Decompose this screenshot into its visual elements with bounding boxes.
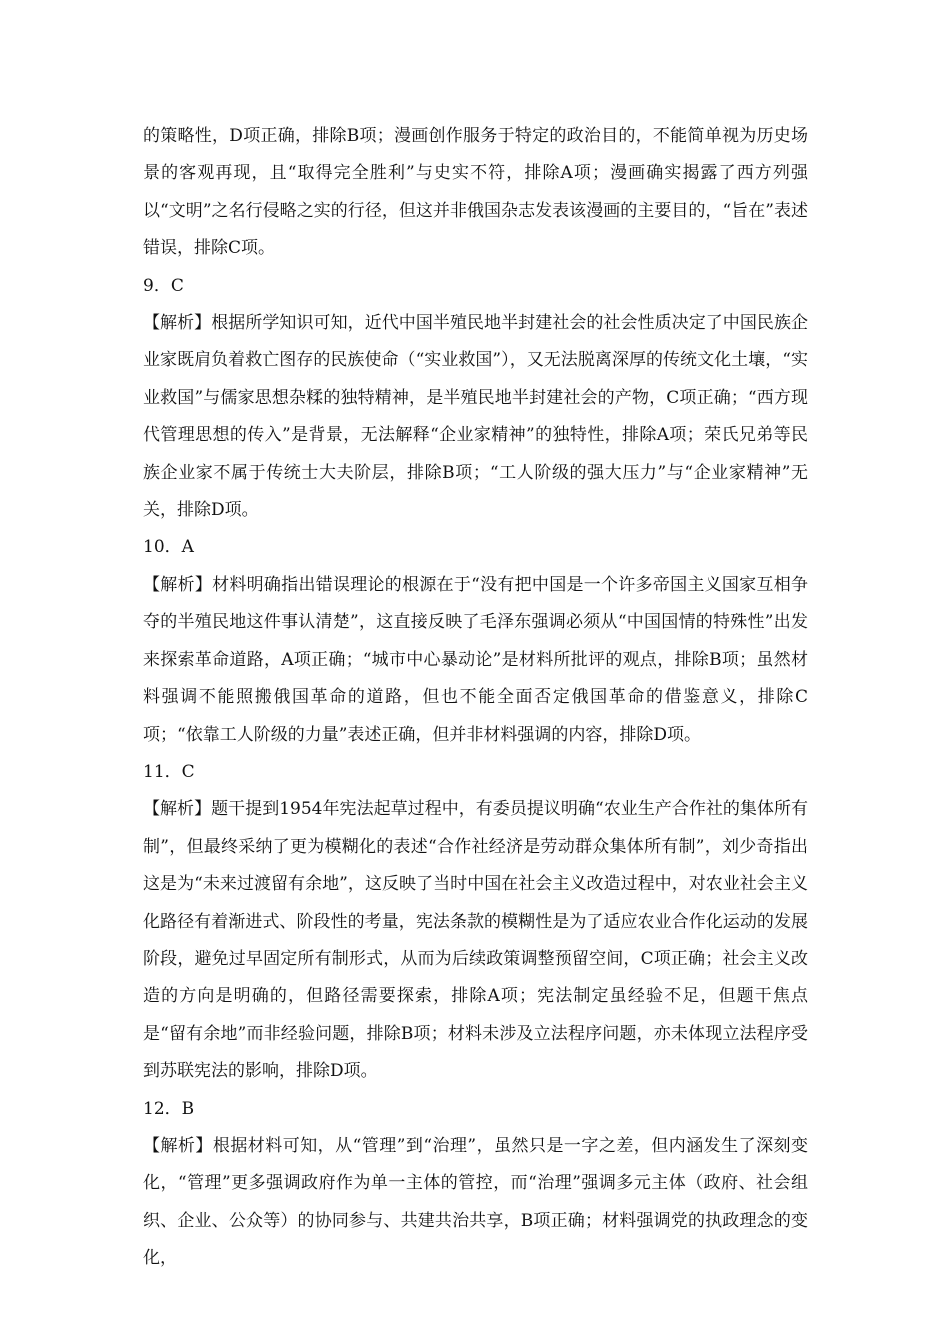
analysis-text: 题干提到1954年宪法起草过程中，有委员提议明确“农业生产合作社的集体所有制”，但最终采纳了更为模糊化的表述“合作社经济是劳动群众集体所有制”，刘少奇指出这是为“未来过渡留有余地”，这反映了当时中国在社会主义改造过程中，对农业社会主义化路径有着渐进式、阶段性的考量，宪法条款的模糊性是为了适应农业合作化运动的发展阶段，避免过早固定所有制形式，从而为后续政策调整预留空间，C项正确；社会主义改造的方向是明确的，但路径需要探索，排除A项；宪法制定虽经验不足，但题干焦点是“留有余地”而非经验问题，排除B项；材料未涉及立法程序问题，亦未体现立法程序受到苏联宪法的影响，排除D项。 [143,799,809,1082]
answer-11: 11．C [143,761,195,782]
analysis-text: 材料明确指出错误理论的根源在于“没有把中国是一个许多帝国主义国家互相争夺的半殖民地这件事认清楚”，这直接反映了毛泽东强调必须从“中国国情的特殊性”出发来探索革命道路，A项正确；“城市中心暴动论”是材料所批评的观点，排除B项；虽然材料强调不能照搬俄国革命的道路，但也不能全面否定俄国革命的借鉴意义，排除C项；“依靠工人阶级的力量”表述正确，但并非材料强调的内容，排除D项。 [143,574,808,745]
analysis-text: 根据所学知识可知，近代中国半殖民地半封建社会的社会性质决定了中国民族企业家既肩负着救亡图存的民族使命（“实业救国”），又无法脱离深厚的传统文化土壤，“实业救国”与儒家思想杂糅的独特精神，是半殖民地半封建社会的产物，C项正确；“西方现代管理思想的传入”是背景，无法解释“企业家精神”的独特性，排除A项；荣氏兄弟等民族企业家不属于传统士大夫阶层，排除B项；“工人阶级的强大压力”与“企业家精神”无关，排除D项。 [143,313,809,521]
analysis-tag: 【解析】 [143,313,212,334]
analysis-12 [143,1128,808,1278]
analysis-tag: 【解析】 [143,574,213,595]
analysis-10 [143,567,808,754]
analysis-tag: 【解析】 [143,799,212,820]
analysis-tag: 【解析】 [143,1135,213,1156]
document-page [143,118,808,1278]
intro-paragraph: 的策略性，D项正确，排除B项；漫画创作服务于特定的政治目的，不能简单视为历史场景的客观再现，且“取得完全胜利”与史实不符，排除A项；漫画确实揭露了西方列强以“文明”之名行侵略之实的行径，但这并非俄国杂志发表该漫画的主要目的，“旨在”表述错误，排除C项。 [143,126,808,259]
analysis-9 [143,305,808,529]
answer-10: 10．A [143,537,194,558]
analysis-11 [143,791,808,1090]
answer-12: 12．B [143,1098,195,1119]
analysis-text: 根据材料可知，从“管理”到“治理”，虽然只是一字之差，但内涵发生了深刻变化，“管理”更多强调政府作为单一主体的管控，而“治理”强调多元主体（政府、社会组织、企业、公众等）的协同参与、共建共治共享，B项正确；材料强调党的执政理念的变化， [143,1135,809,1269]
answer-9: 9．C [143,275,184,296]
